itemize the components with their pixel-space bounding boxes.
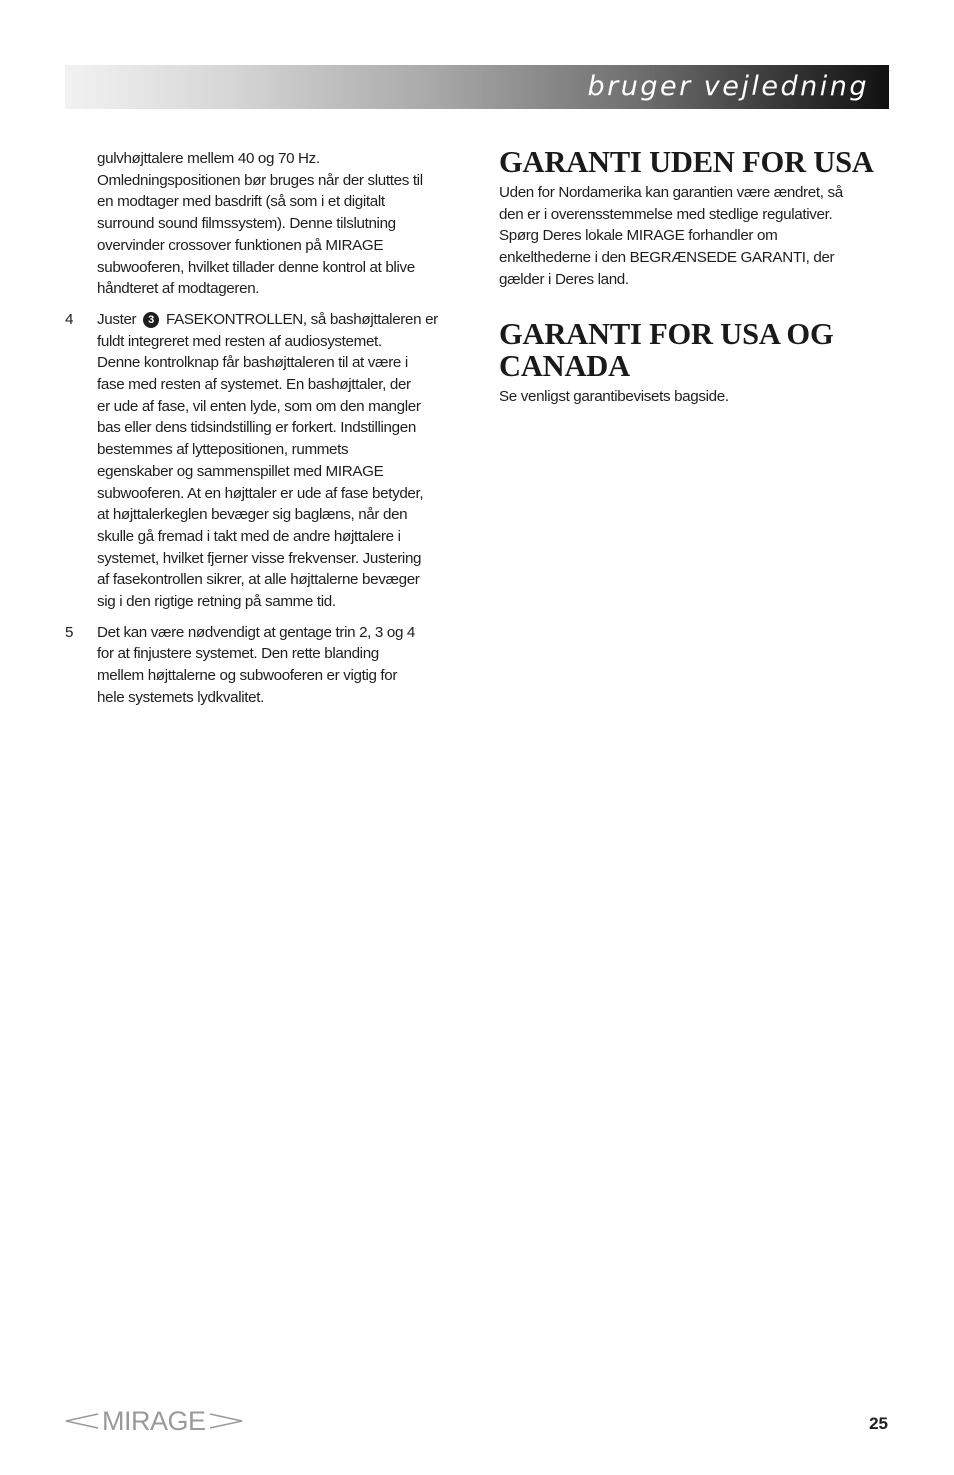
text-line: egenskaber og sammenspillet med MIRAGE xyxy=(97,462,384,480)
text-line: for at finjustere systemet. Den rette blanding xyxy=(97,645,379,663)
logo-left-chevron-icon xyxy=(64,1411,100,1431)
text-line: bestemmes af lyttepositionen, rummets xyxy=(97,441,349,459)
text-line: surround sound filmssystem). Denne tilslutning xyxy=(97,215,396,233)
text-line: håndteret af modtageren. xyxy=(97,280,260,298)
text-line: en modtager med basdrift (så som i et digitalt xyxy=(97,193,385,211)
text-line: subwooferen. At en højttaler er ude af fase betyder, xyxy=(97,484,424,502)
text-line: Spørg Deres lokale MIRAGE forhandler om xyxy=(499,227,778,245)
text-line: skulle gå fremad i takt med de andre højttalere i xyxy=(97,527,401,545)
text-line: sig i den rigtige retning på samme tid. xyxy=(97,593,336,611)
list-item-5 xyxy=(65,622,460,709)
text-line: Det kan være nødvendigt at gentage trin 2, 3 og 4 xyxy=(97,623,416,641)
list-number: 4 xyxy=(65,310,74,328)
logo-text: MIRAGE xyxy=(102,1406,206,1436)
header-bar xyxy=(65,65,889,109)
text-line: fase med resten af systemet. En bashøjttaler, der xyxy=(97,376,411,394)
section-heading-garanti-for-usa-og-canada xyxy=(499,318,884,382)
text-line: at højttalerkeglen bevæger sig baglæns, når den xyxy=(97,506,408,524)
page-number: 25 xyxy=(869,1414,888,1433)
text-line: overvinder crossover funktionen på MIRAGE xyxy=(97,236,384,254)
text-line: mellem højttalerne og subwooferen er vigtig for xyxy=(97,667,398,685)
text-line: gælder i Deres land. xyxy=(499,270,629,288)
header-title: bruger vejledning xyxy=(587,71,869,102)
intro-paragraph xyxy=(65,148,460,300)
section-body-garanti-uden-for-usa xyxy=(499,182,884,291)
list-item-4 xyxy=(65,309,460,613)
heading-line: GARANTI FOR USA OG xyxy=(499,316,834,351)
heading-line: CANADA xyxy=(499,348,630,383)
text-line: bas eller dens tidsindstilling er forkert. Indstillingen xyxy=(97,419,416,437)
text-line: Omledningspositionen bør bruges når der sluttes til xyxy=(97,171,423,189)
text-line: FASEKONTROLLEN, så bashøjttaleren er xyxy=(166,310,438,328)
text-line: fuldt integreret med resten af audiosystemet. xyxy=(97,332,382,350)
text-line: subwooferen, hvilket tillader denne kontrol at blive xyxy=(97,258,415,276)
list-number: 5 xyxy=(65,623,74,641)
text-line: gulvhøjttalere mellem 40 og 70 Hz. xyxy=(97,150,320,167)
text-line: Uden for Nordamerika kan garantien være ændret, så xyxy=(499,184,843,201)
text-line: systemet, hvilket fjerner visse frekvenser. Justering xyxy=(97,549,422,567)
section-body-garanti-for-usa-og-canada: Se venligst garantibevisets bagside. xyxy=(499,387,729,405)
text-line: er ude af fase, vil enten lyde, som om den mangler xyxy=(97,397,421,415)
circled-number-icon: 3 xyxy=(143,312,159,328)
section-heading-garanti-uden-for-usa: GARANTI UDEN FOR USA xyxy=(499,145,874,179)
logo-right-chevron-icon xyxy=(208,1411,244,1431)
text-line: Denne kontrolknap får bashøjttaleren til at være i xyxy=(97,354,408,372)
text-line: den er i overensstemmelse med stedlige regulativer. xyxy=(499,205,833,223)
left-column xyxy=(65,148,460,709)
text-line: hele systemets lydkvalitet. xyxy=(97,688,264,706)
right-column xyxy=(499,146,884,407)
text-line: Juster xyxy=(97,310,137,328)
mirage-logo xyxy=(64,1404,244,1438)
text-line: enkelthederne i den BEGRÆNSEDE GARANTI, der xyxy=(499,249,835,267)
text-line: af fasekontrollen sikrer, at alle højttalerne bevæger xyxy=(97,571,420,589)
